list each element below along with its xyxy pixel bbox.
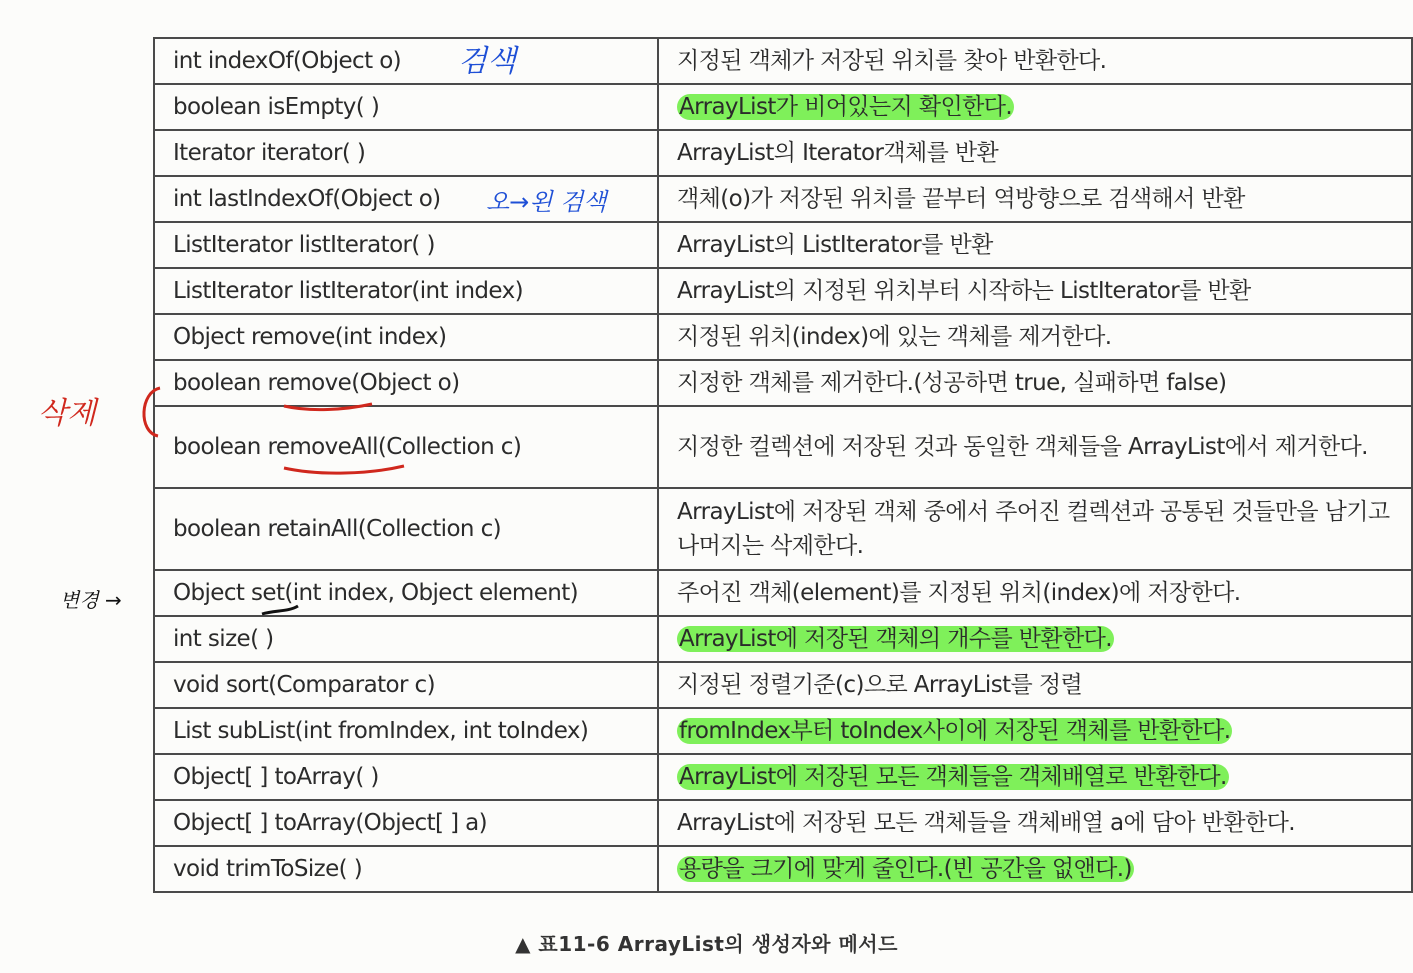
table-row xyxy=(154,176,1412,222)
table-caption: ▲ 표11-6 ArrayList의 생성자와 메서드 xyxy=(515,932,898,956)
method-description xyxy=(658,84,1412,130)
method-description: 지정된 객체가 저장된 위치를 찾아 반환한다. xyxy=(658,38,1412,84)
table-row xyxy=(154,708,1412,754)
handwritten-change-note: 변경 → xyxy=(60,588,122,612)
method-signature: int size( ) xyxy=(154,616,658,662)
handwritten-reverse-search-note: 오→왼 검색 xyxy=(486,188,607,216)
method-description: 지정한 컬렉션에 저장된 것과 동일한 객체들을 ArrayList에서 제거한다. xyxy=(658,406,1412,488)
method-signature: ListIterator listIterator( ) xyxy=(154,222,658,268)
table-row xyxy=(154,616,1412,662)
method-description xyxy=(658,708,1412,754)
table-row xyxy=(154,406,1412,488)
table-row xyxy=(154,800,1412,846)
methods-table xyxy=(153,37,1413,893)
method-signature: int lastIndexOf(Object o) xyxy=(154,176,658,222)
method-description: 주어진 객체(element)를 지정된 위치(index)에 저장한다. xyxy=(658,570,1412,616)
table-row xyxy=(154,38,1412,84)
method-description xyxy=(658,754,1412,800)
method-signature: Object set(int index, Object element) xyxy=(154,570,658,616)
table-row xyxy=(154,314,1412,360)
method-description: ArrayList에 저장된 모든 객체들을 객체배열 a에 담아 반환한다. xyxy=(658,800,1412,846)
method-description: ArrayList의 ListIterator를 반환 xyxy=(658,222,1412,268)
method-description: 지정된 위치(index)에 있는 객체를 제거한다. xyxy=(658,314,1412,360)
handwritten-delete-note: 삭제 xyxy=(38,396,96,431)
method-signature: Object remove(int index) xyxy=(154,314,658,360)
method-signature: ListIterator listIterator(int index) xyxy=(154,268,658,314)
highlighted-description: fromIndex부터 toIndex사이에 저장된 객체를 반환한다. xyxy=(679,718,1231,744)
method-description: 지정한 객체를 제거한다.(성공하면 true, 실패하면 false) xyxy=(658,360,1412,406)
table-row xyxy=(154,268,1412,314)
method-signature: boolean remove(Object o) xyxy=(154,360,658,406)
method-signature: Object[ ] toArray( ) xyxy=(154,754,658,800)
table-row xyxy=(154,488,1412,570)
table-row xyxy=(154,130,1412,176)
table-row xyxy=(154,360,1412,406)
table-row xyxy=(154,754,1412,800)
method-signature: int indexOf(Object o) xyxy=(154,38,658,84)
method-description: ArrayList의 지정된 위치부터 시작하는 ListIterator를 반환 xyxy=(658,268,1412,314)
table-row xyxy=(154,846,1412,892)
handwritten-search-note: 검색 xyxy=(458,44,516,79)
method-signature: boolean retainAll(Collection c) xyxy=(154,488,658,570)
method-description: 객체(o)가 저장된 위치를 끝부터 역방향으로 검색해서 반환 xyxy=(658,176,1412,222)
method-signature: Object[ ] toArray(Object[ ] a) xyxy=(154,800,658,846)
highlighted-description: ArrayList가 비어있는지 확인한다. xyxy=(679,94,1013,120)
table-row xyxy=(154,84,1412,130)
highlighted-description: ArrayList에 저장된 모든 객체들을 객체배열로 반환한다. xyxy=(679,764,1227,790)
method-signature: void sort(Comparator c) xyxy=(154,662,658,708)
table-row xyxy=(154,662,1412,708)
method-signature: Iterator iterator( ) xyxy=(154,130,658,176)
method-description: ArrayList의 Iterator객체를 반환 xyxy=(658,130,1412,176)
method-description xyxy=(658,616,1412,662)
method-description xyxy=(658,846,1412,892)
highlighted-description: 용량을 크기에 맞게 줄인다.(빈 공간을 없앤다.) xyxy=(679,856,1132,882)
method-signature: void trimToSize( ) xyxy=(154,846,658,892)
method-signature: boolean isEmpty( ) xyxy=(154,84,658,130)
method-description: 지정된 정렬기준(c)으로 ArrayList를 정렬 xyxy=(658,662,1412,708)
method-description: ArrayList에 저장된 객체 중에서 주어진 컬렉션과 공통된 것들만을 남기고 나머지는 삭제한다. xyxy=(658,488,1412,570)
highlighted-description: ArrayList에 저장된 객체의 개수를 반환한다. xyxy=(679,626,1112,652)
method-signature: List subList(int fromIndex, int toIndex) xyxy=(154,708,658,754)
method-signature: boolean removeAll(Collection c) xyxy=(154,406,658,488)
table-row xyxy=(154,570,1412,616)
table-row xyxy=(154,222,1412,268)
